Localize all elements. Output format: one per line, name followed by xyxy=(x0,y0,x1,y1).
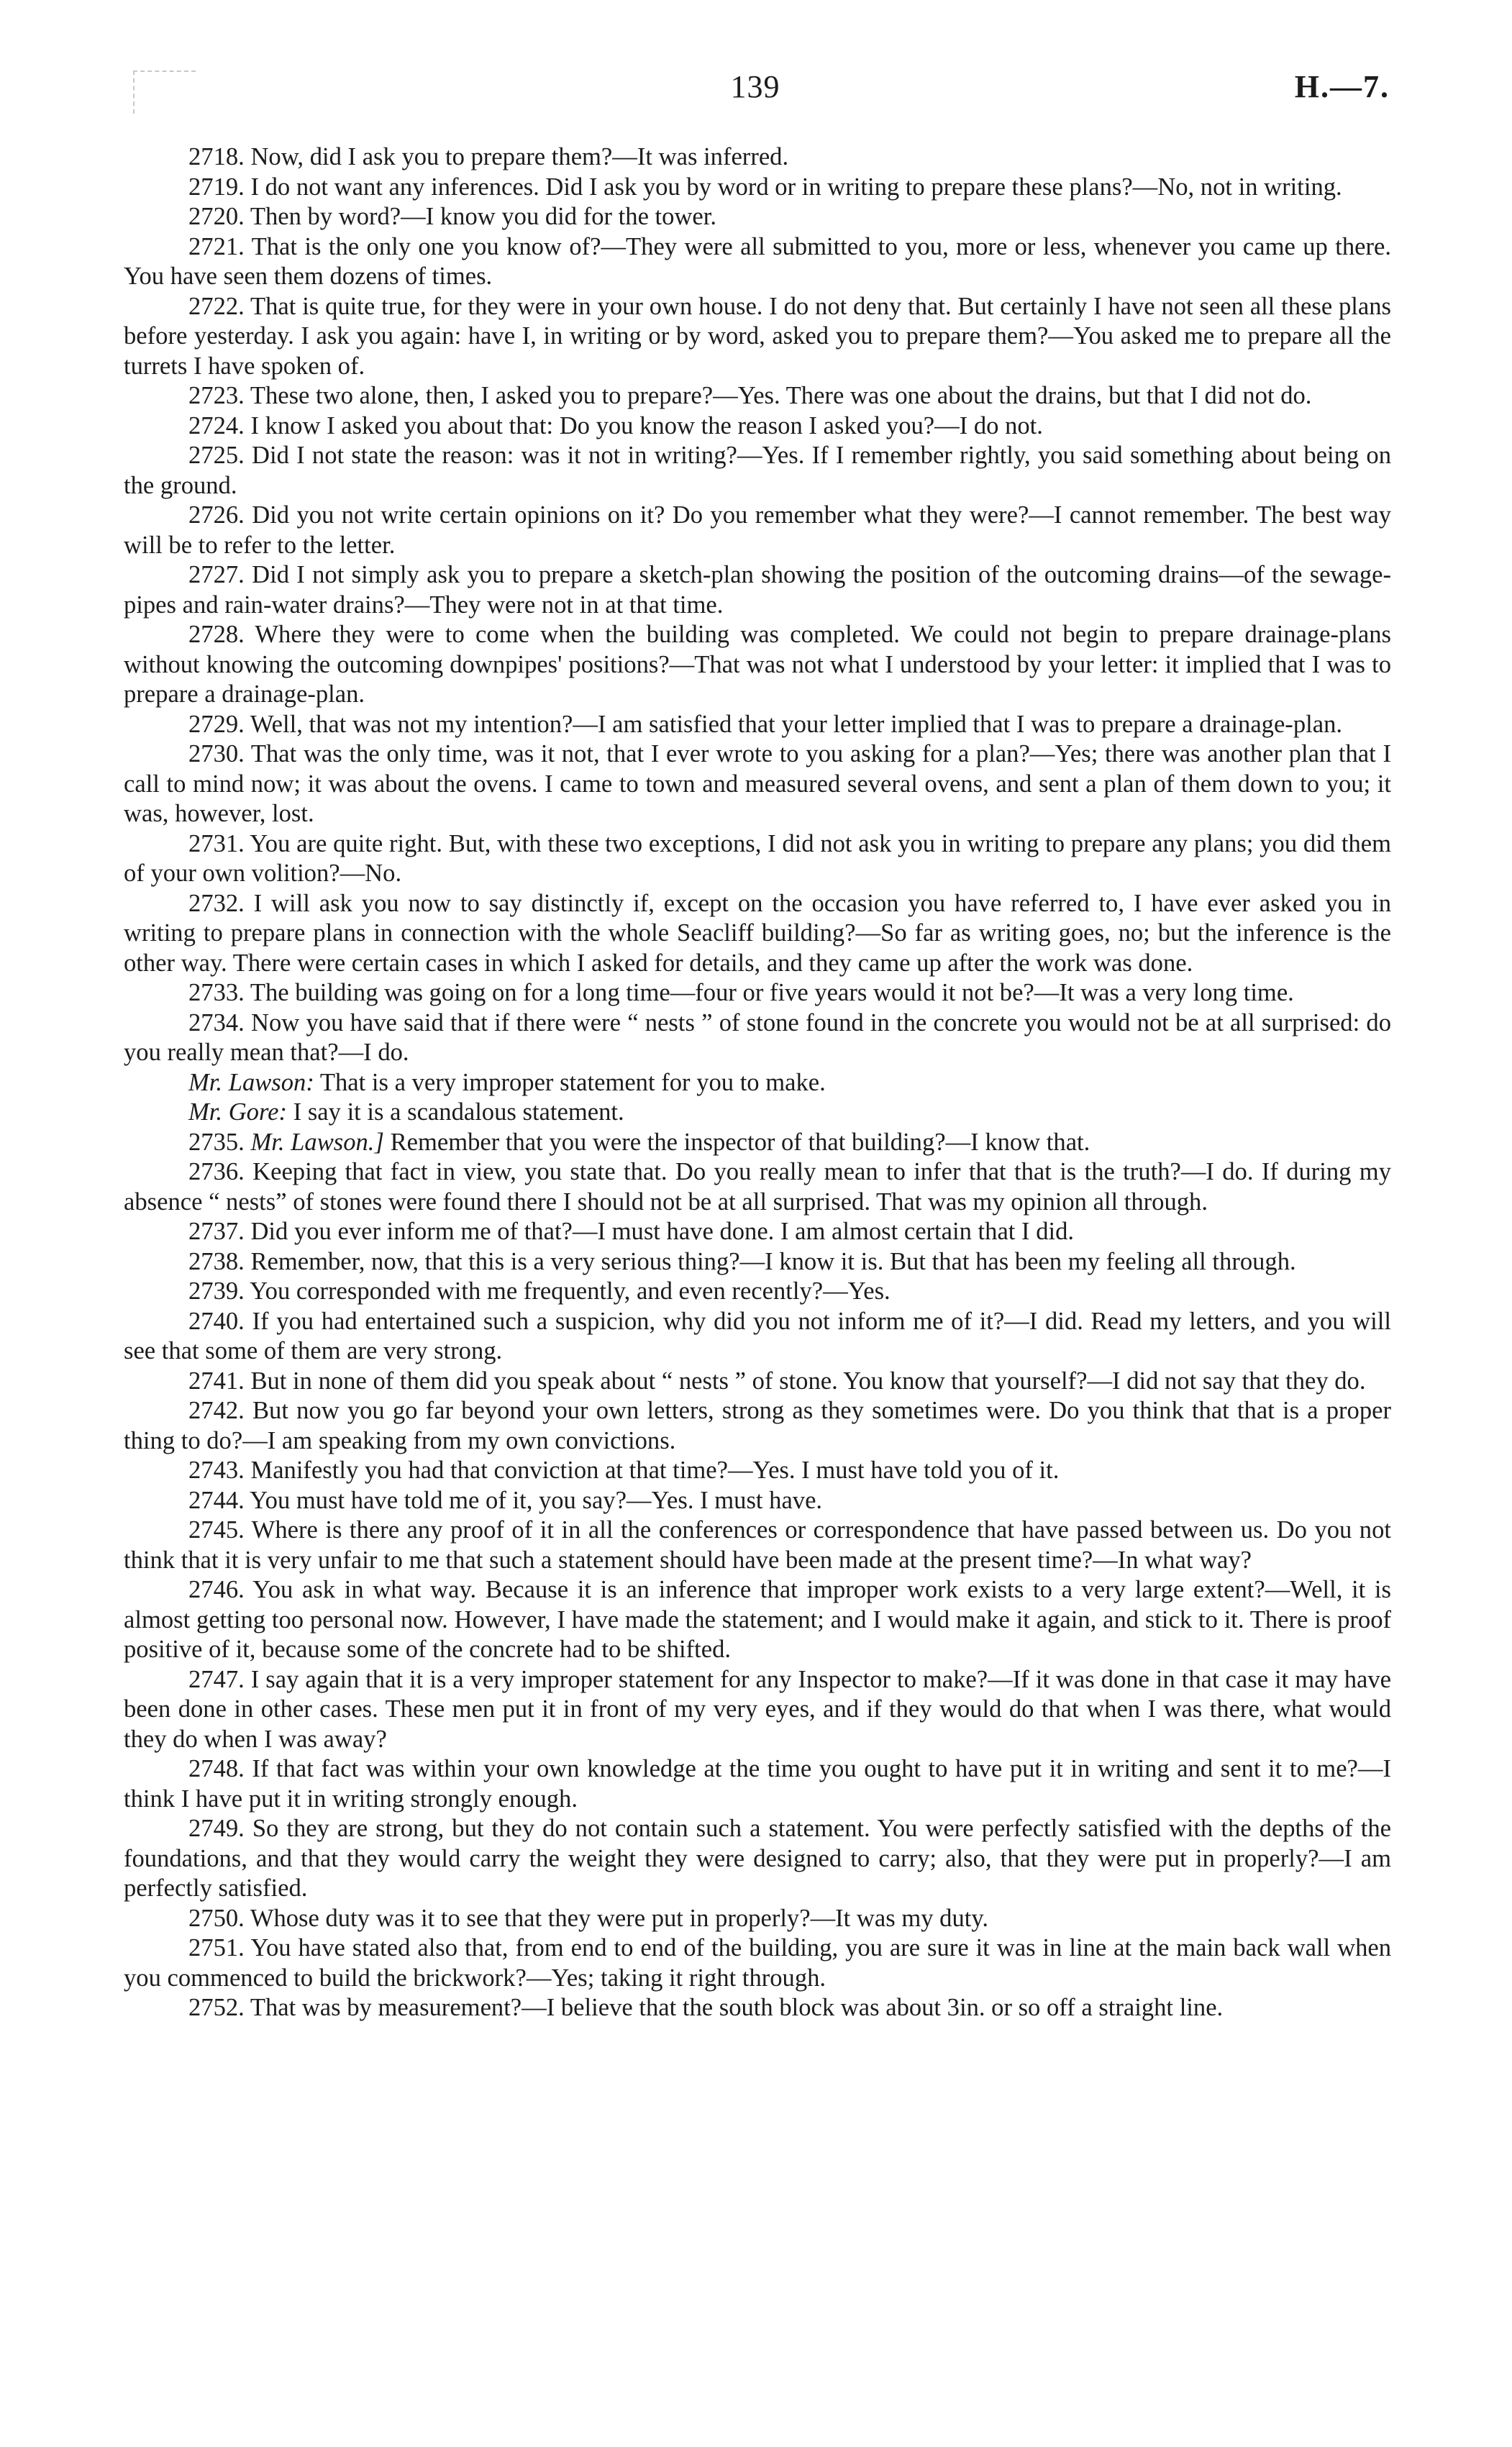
testimony-paragraph xyxy=(124,978,1391,1008)
paragraph-text: 2742. But now you go far beyond your own letters, strong as they sometimes were. Do you think that that is a proper thing to do?—I am speaking from my own convictions. xyxy=(124,1397,1391,1454)
testimony-paragraph xyxy=(124,1814,1391,1904)
paragraph-text: That is a very improper statement for you to make. xyxy=(319,1068,826,1096)
paragraph-text: 2723. These two alone, then, I asked you to prepare?—Yes. There was one about the drains, but that I did not do. xyxy=(188,382,1312,409)
paragraph-text: 2741. But in none of them did you speak about “ nests ” of stone. You know that yourself?—I did not say that they do. xyxy=(188,1367,1366,1395)
testimony-paragraph xyxy=(124,710,1391,740)
paragraph-text: 2752. That was by measurement?—I believe that the south block was about 3in. or so off a straight line. xyxy=(188,1994,1224,2021)
paragraph-text: 2733. The building was going on for a long time—four or five years would it not be?—It was a very long time. xyxy=(188,979,1294,1006)
testimony-paragraph xyxy=(124,1396,1391,1456)
paragraph-text: 2719. I do not want any inferences. Did I ask you by word or in writing to prepare these plans?—No, not in writing. xyxy=(188,173,1342,201)
speaker-name: Mr. Lawson: xyxy=(188,1068,314,1096)
paragraph-text: 2737. Did you ever inform me of that?—I must have done. I am almost certain that I did. xyxy=(188,1218,1075,1245)
speaker-name: Mr. Lawson.] xyxy=(250,1128,384,1156)
speaker-name: Mr. Gore: xyxy=(188,1098,288,1126)
paragraph-text: 2736. Keeping that fact in view, you state that. Do you really mean to infer that that is the truth?—I do. If during my absence “ nests” of stones were found there I should not be at all surprised. That was my opinion all through. xyxy=(124,1158,1391,1216)
paragraph-text: I say it is a scandalous statement. xyxy=(293,1098,624,1126)
testimony-paragraph xyxy=(124,292,1391,382)
question-number: 2735. xyxy=(188,1128,245,1156)
paragraph-text: 2722. That is quite true, for they were in your own house. I do not deny that. But certainly I have not seen all these plans before yesterday. I ask you again: have I, in writing or by word, asked you to prepare them?—You asked me to prepare all the turrets I have spoken of. xyxy=(124,292,1391,380)
testimony-paragraph xyxy=(124,501,1391,560)
testimony-paragraph xyxy=(124,1904,1391,1934)
paragraph-text: 2751. You have stated also that, from end to end of the building, you are sure it was in line at the main back wall when you commenced to build the brickwork?—Yes; taking it right through. xyxy=(124,1934,1391,1992)
paragraph-text: 2729. Well, that was not my intention?—I am satisfied that your letter implied that I was to prepare a drainage-plan. xyxy=(188,710,1342,738)
testimony-paragraph xyxy=(124,232,1391,292)
testimony-paragraph xyxy=(124,1367,1391,1397)
testimony-paragraph xyxy=(124,620,1391,710)
testimony-paragraph xyxy=(124,829,1391,889)
paragraph-text: 2724. I know I asked you about that: Do you know the reason I asked you?—I do not. xyxy=(188,411,1043,439)
testimony-paragraph xyxy=(124,1128,1391,1158)
testimony-paragraph xyxy=(124,1157,1391,1217)
paragraph-text: 2726. Did you not write certain opinions on it? Do you remember what they were?—I cannot remember. The best way will be to refer to the letter. xyxy=(124,501,1391,559)
testimony-paragraph xyxy=(124,1665,1391,1755)
testimony-paragraph xyxy=(124,1098,1391,1128)
testimony-paragraph xyxy=(124,1993,1391,2023)
testimony-paragraph xyxy=(124,1933,1391,1993)
paragraph-text: 2749. So they are strong, but they do not contain such a statement. You were perfectly satisfied with the depths of the foundations, and that they would carry the weight they were designed to carry; also, that they were put in properly?—I am perfectly satisfied. xyxy=(124,1815,1391,1902)
paragraph-text: 2747. I say again that it is a very improper statement for any Inspector to make?—If it was done in that case it may have been done in other cases. These men put it in front of my very eyes, and if they would do that when I was there, what would they do when I was away? xyxy=(124,1665,1391,1753)
testimony-paragraph xyxy=(124,411,1391,442)
paragraph-text: 2748. If that fact was within your own knowledge at the time you ought to have put it in writing and sent it to me?—I think I have put it in writing strongly enough. xyxy=(124,1755,1391,1813)
paragraph-text: 2720. Then by word?—I know you did for the tower. xyxy=(188,203,717,230)
testimony-paragraph xyxy=(124,889,1391,979)
testimony-paragraph xyxy=(124,142,1391,173)
corner-stamp-mark xyxy=(133,70,196,114)
paragraph-text: 2745. Where is there any proof of it in all the conferences or correspondence that have passed between us. Do you not think that it is very unfair to me that such a statement should have been made at the present time?—In what way? xyxy=(124,1516,1391,1574)
paragraph-text: 2730. That was the only time, was it not, that I ever wrote to you asking for a plan?—Yes; there was another plan that I call to mind now; it was about the ovens. I came to town and measured several ovens, and sent a plan of them down to you; it was, however, lost. xyxy=(124,740,1391,827)
testimony-paragraph xyxy=(124,441,1391,501)
testimony-paragraph xyxy=(124,1456,1391,1486)
paragraph-text: 2734. Now you have said that if there were “ nests ” of stone found in the concrete you would not be at all surprised: do you really mean that?—I do. xyxy=(124,1008,1391,1066)
paragraph-text: 2718. Now, did I ask you to prepare them?—It was inferred. xyxy=(188,143,789,170)
paragraph-text: 2731. You are quite right. But, with these two exceptions, I did not ask you in writing to prepare any plans; you did them of your own volition?—No. xyxy=(124,829,1391,887)
testimony-paragraph xyxy=(124,1754,1391,1814)
testimony-paragraph xyxy=(124,1307,1391,1367)
paragraph-text: 2739. You corresponded with me frequently, and even recently?—Yes. xyxy=(188,1277,891,1305)
page-number: 139 xyxy=(730,69,780,104)
document-body xyxy=(124,142,1391,2023)
testimony-paragraph xyxy=(124,560,1391,620)
testimony-paragraph xyxy=(124,202,1391,232)
testimony-paragraph xyxy=(124,1068,1391,1098)
paragraph-text: 2738. Remember, now, that this is a very serious thing?—I know it is. But that has been my feeling all through. xyxy=(188,1247,1296,1275)
testimony-paragraph xyxy=(124,1217,1391,1247)
paragraph-text: Remember that you were the inspector of that building?—I know that. xyxy=(390,1128,1090,1156)
testimony-paragraph xyxy=(124,173,1391,203)
testimony-paragraph xyxy=(124,739,1391,829)
testimony-paragraph xyxy=(124,1575,1391,1665)
paragraph-text: 2740. If you had entertained such a suspicion, why did you not inform me of it?—I did. Read my letters, and you will see that some of them are very strong. xyxy=(124,1307,1391,1364)
paragraph-text: 2728. Where they were to come when the building was completed. We could not begin to prepare drainage-plans without knowing the outcoming downpipes' positions?—That was not what I understood by your letter: it implied that I was to prepare a drainage-plan. xyxy=(124,621,1391,708)
testimony-paragraph xyxy=(124,1516,1391,1575)
paragraph-text: 2727. Did I not simply ask you to prepare a sketch-plan showing the position of the outcoming drains—of the sewage-pipes and rain-water drains?—They were not in at that time. xyxy=(124,561,1391,619)
paragraph-text: 2746. You ask in what way. Because it is an inference that improper work exists to a very large extent?—Well, it is almost getting too personal now. However, I have made the statement; and I would make it again, and stick to it. There is proof positive of it, because some of the concrete had to be shifted. xyxy=(124,1576,1391,1663)
paragraph-text: 2732. I will ask you now to say distinctly if, except on the occasion you have referred to, I have ever asked you in writing to prepare plans in connection with the whole Seacliff building?—So far as writing goes, no; but the inference is the other way. There were certain cases in which I asked for details, and they came up after the work was done. xyxy=(124,889,1391,977)
testimony-paragraph xyxy=(124,381,1391,411)
testimony-paragraph xyxy=(124,1486,1391,1516)
paragraph-text: 2725. Did I not state the reason: was it not in writing?—Yes. If I remember rightly, you said something about being on the ground. xyxy=(124,442,1391,499)
testimony-paragraph xyxy=(124,1247,1391,1277)
paragraph-text: 2721. That is the only one you know of?—They were all submitted to you, more or less, whenever you came up there. You have seen them dozens of times. xyxy=(124,232,1391,290)
paragraph-text: 2750. Whose duty was it to see that they were put in properly?—It was my duty. xyxy=(188,1904,989,1932)
document-code: H.—7. xyxy=(1294,69,1390,104)
testimony-paragraph xyxy=(124,1277,1391,1307)
testimony-paragraph xyxy=(124,1008,1391,1068)
paragraph-text: 2743. Manifestly you had that conviction at that time?—Yes. I must have told you of it. xyxy=(188,1457,1060,1484)
paragraph-text: 2744. You must have told me of it, you say?—Yes. I must have. xyxy=(188,1486,823,1514)
